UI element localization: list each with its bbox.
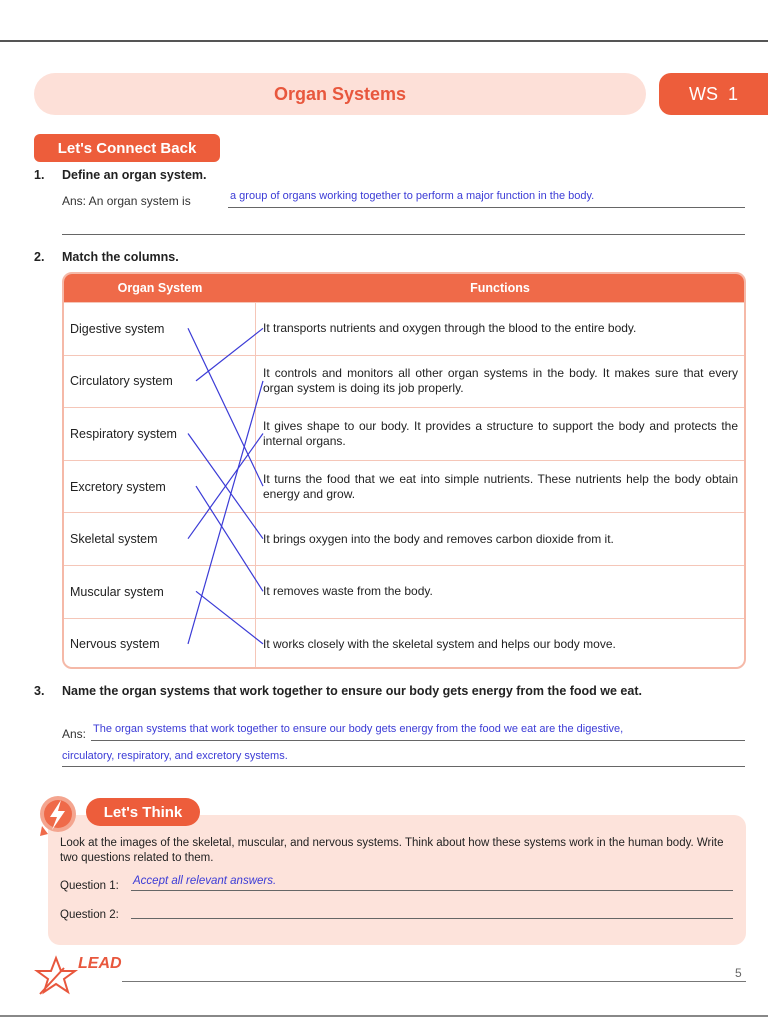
worksheet-number: 1 [727,83,738,104]
question-number: 1. [34,168,45,182]
question-1 [34,168,207,182]
section-heading-lets-think: Let's Think [86,798,200,826]
table-row [64,407,744,460]
function-cell: It controls and monitors all other organ systems in the body. It makes sure that every organ system is doing its job properly. [263,366,738,396]
bottom-divider [0,1015,768,1017]
column-header-organ-system: Organ System [117,281,203,295]
answer-line [62,234,745,235]
organ-system-cell: Muscular system [64,566,256,618]
lightning-brain-icon [34,792,80,838]
think-prompt: Look at the images of the skeletal, muscular, and nervous systems. Think about how these systems work in the human body. Write two questions related to them. [60,837,724,864]
answer-prefix: Ans: [62,727,87,741]
table-row [64,302,744,355]
column-header-functions: Functions [470,281,530,295]
question-number: 2. [34,250,45,264]
worksheet-badge [659,73,768,115]
function-cell: It works closely with the skeletal system and helps our body move. [263,636,616,651]
organ-system-cell: Skeletal system [64,513,256,565]
page-number: 5 [735,966,742,980]
function-cell: It brings oxygen into the body and removes carbon dioxide from it. [263,531,614,546]
organ-system-cell: Respiratory system [64,408,256,460]
answer-text-q3-line2[interactable]: circulatory, respiratory, and excretory systems. [62,750,288,762]
question-text: Define an organ system. [62,168,207,182]
question-number: 3. [34,684,45,698]
function-cell: It gives shape to our body. It provides a structure to support the body and protects the internal organs. [263,418,738,448]
answer-line [62,766,745,767]
table-header [64,274,744,302]
question-3 [34,684,746,699]
answer-line [228,207,745,208]
organ-system-cell: Excretory system [64,461,256,513]
organ-system-cell: Nervous system [64,619,256,669]
section-heading-connect-back: Let's Connect Back [34,134,220,162]
function-cell: It turns the food that we eat into simple nutrients. These nutrients help the body obtain energy and grow. [263,471,738,501]
organ-system-cell: Digestive system [64,303,256,355]
table-row [64,512,744,565]
question-2-label: Question 2: [60,909,119,921]
page-title: Organ Systems [273,83,407,104]
question-text: Match the columns. [62,250,179,264]
table-row [64,565,744,618]
worksheet-label: WS [688,83,718,104]
function-cell: It removes waste from the body. [263,584,433,599]
question-text: Name the organ systems that work together to ensure our body gets energy from the food we eat. [62,684,642,698]
title-banner [34,73,646,115]
answer-text-q3-line1[interactable]: The organ systems that work together to ensure our body gets energy from the food we eat are the digestive, [93,723,624,735]
function-cell: It transports nutrients and oxygen through the blood to the entire body. [263,321,637,336]
answer-line[interactable] [131,918,733,919]
answer-text-q1[interactable]: a group of organs working together to perform a major function in the body. [230,190,595,202]
footer-line [122,981,746,982]
table-row [64,618,744,669]
organ-system-cell: Circulatory system [64,356,256,408]
answer-line [131,890,733,891]
answer-prefix: Ans: An organ system is [62,194,191,208]
table-row [64,460,744,513]
match-columns-table [62,272,746,669]
table-row [64,355,744,408]
lead-logo-text: LEAD [78,955,122,972]
question-1-answer[interactable]: Accept all relevant answers. [133,875,277,887]
answer-line [91,740,745,741]
question-1-label: Question 1: [60,880,119,892]
top-divider [0,40,768,42]
question-2 [34,250,179,264]
